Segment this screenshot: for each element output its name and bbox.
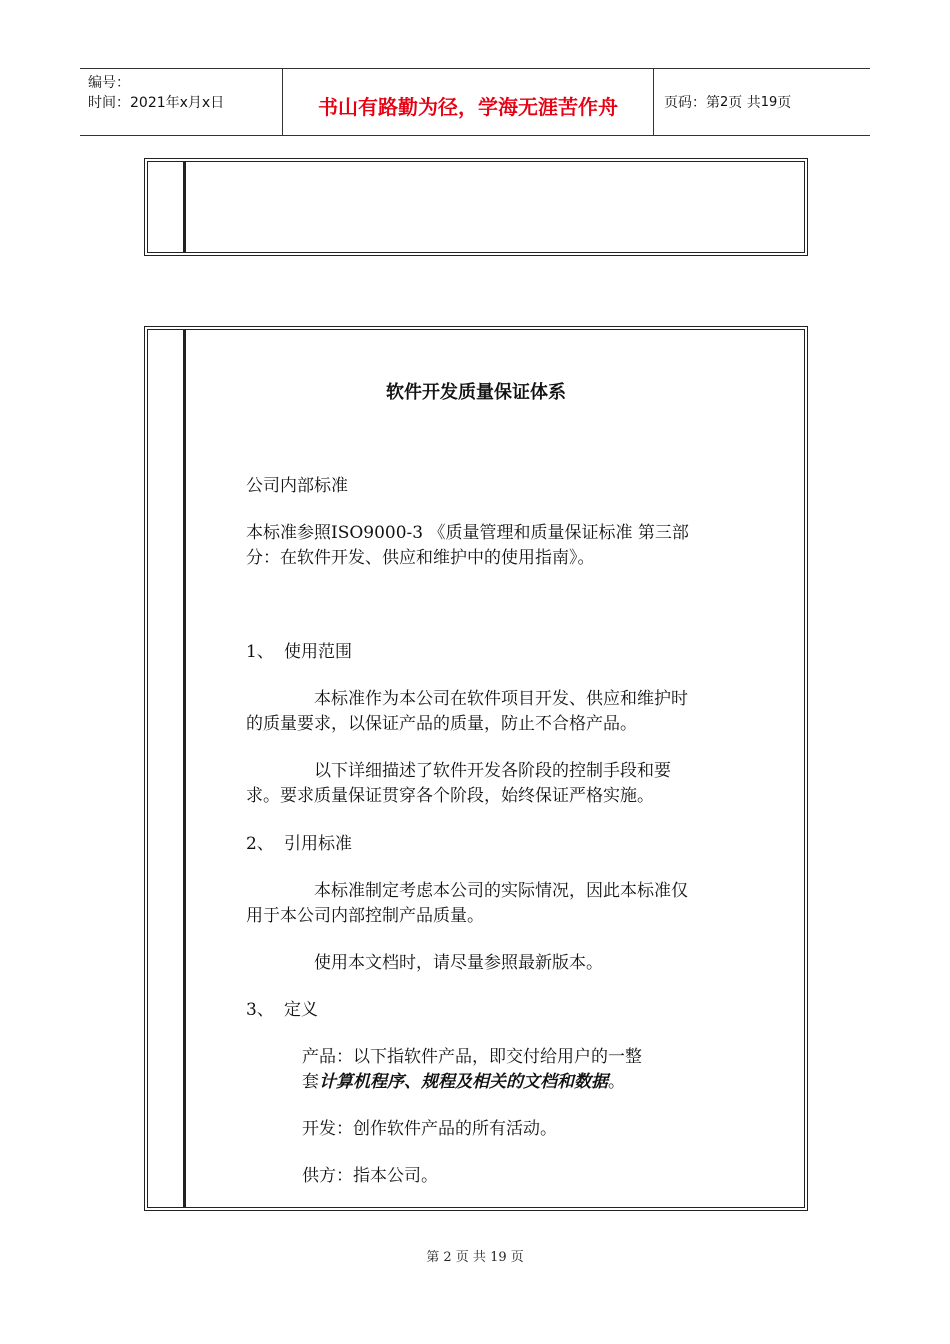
frame-divider [183,329,186,1208]
emphasis-text: 计算机程序、规程及相关的文档和数据 [319,1072,608,1092]
footer-mid: 页 共 [455,1250,486,1265]
section-heading [246,832,746,857]
page-mid: 页 共 [728,95,761,111]
empty-frame [144,158,808,256]
header-page-number [654,69,870,135]
paragraph-line: 用于本公司内部控制产品质量。 [246,906,484,926]
definition-line: 产品：以下指软件产品，即交付给用户的一整 [302,1047,642,1067]
section-title: 使用范围 [284,642,352,662]
footer-suffix: 页 [510,1250,524,1265]
page-header [80,68,870,136]
paragraph-line: 求。要求质量保证贯穿各个阶段，始终保证严格实施。 [246,786,654,806]
page-footer [0,1246,950,1265]
paragraph-line: 本标准制定考虑本公司的实际情况，因此本标准仅 [314,881,688,901]
footer-total: 19 [490,1250,507,1265]
header-meta [80,69,282,135]
footer-prefix: 第 [426,1250,440,1265]
section-number: 1、 [246,642,274,662]
definition-line [246,1070,746,1095]
frame-divider [183,161,186,253]
section-title: 定义 [284,1000,318,1020]
reference-line-2: 分：在软件开发、供应和维护中的使用指南》。 [246,548,595,568]
paragraph-line: 使用本文档时，请尽量参照最新版本。 [314,953,603,973]
reference-line-1: 本标准参照ISO9000-3 《质量管理和质量保证标准 第三部 [246,523,689,543]
section-heading [246,998,746,1023]
page-prefix: 页码：第 [664,95,720,111]
section-title: 引用标准 [284,834,352,854]
date-label: 时间：2021年x月x日 [88,95,225,111]
paragraph-line: 以下详细描述了软件开发各阶段的控制手段和要 [314,761,671,781]
paragraph-line: 的质量要求，以保证产品的质量，防止不合格产品。 [246,714,637,734]
paragraph-line: 本标准作为本公司在软件项目开发、供应和维护时 [314,689,688,709]
page-suffix: 页 [777,95,792,111]
document-title: 软件开发质量保证体系 [386,382,566,403]
definition-line: 开发：创作软件产品的所有活动。 [302,1119,557,1139]
page-total: 19 [760,94,778,110]
text-span: 套 [302,1072,319,1092]
section-heading [246,640,746,665]
section-number: 2、 [246,834,274,854]
section-number: 3、 [246,1000,274,1020]
document-subtitle: 公司内部标准 [246,476,348,496]
header-motto: 书山有路勤为径，学海无涯苦作舟 [282,69,654,135]
definition-line: 供方：指本公司。 [302,1166,438,1186]
footer-current: 2 [443,1250,452,1265]
code-label: 编号： [88,75,130,91]
page-current: 2 [720,94,729,110]
text-span: 。 [608,1072,625,1092]
